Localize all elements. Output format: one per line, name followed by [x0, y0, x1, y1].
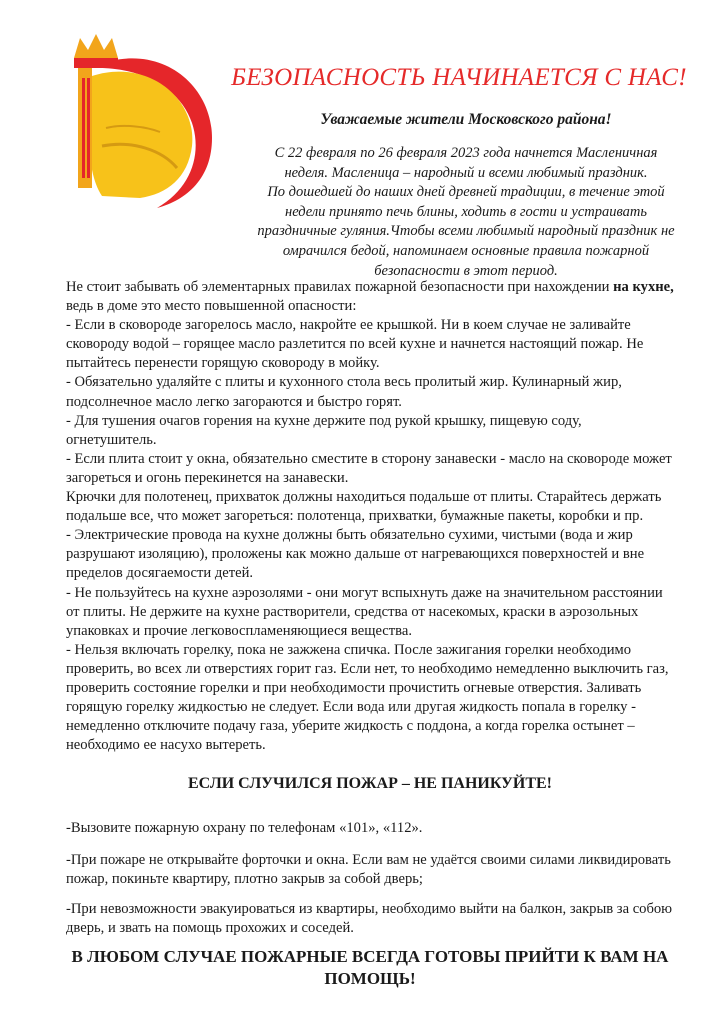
body-line: проверить состояние горелки и при необходимости прочистить огневые отверстия. Заливать [66, 679, 642, 696]
body-line: - Для тушения очагов горения на кухне держите под рукой крышку, пищевую соду, [66, 412, 582, 429]
fire-action-item [66, 900, 696, 938]
firefighter-helmet-icon [62, 28, 222, 218]
intro-line: недели принято печь блины, ходить в гости и устраивать [285, 203, 647, 220]
action-line: -Вызовите пожарную охрану по телефонам «101», «112». [66, 820, 423, 836]
body-line: - Электрические провода на кухне должны быть обязательно сухими, чистыми (вода и жир [66, 527, 633, 544]
footer-line: ПОМОЩЬ! [324, 969, 416, 988]
body-line: пределов досягаемости детей. [66, 565, 254, 582]
intro-paragraph [246, 144, 686, 281]
body-line [66, 278, 696, 297]
greeting: Уважаемые жители Московского района! [320, 111, 612, 128]
body-line-prefix: Не стоит забывать об элементарных правилах пожарной безопасности при нахождении [66, 279, 614, 295]
fire-action-item [66, 819, 696, 838]
action-line: дверь, и звать на помощь прохожих и соседей. [66, 920, 354, 937]
action-line: -При невозможности эвакуироваться из квартиры, необходимо выйти на балкон, закрыв за собою [66, 901, 673, 917]
intro-line: С 22 февраля по 26 февраля 2023 года начнется Масленичная [274, 145, 658, 161]
body-line: горящую горелку жидкостью не следует. Если вода или другая жидкость попала в горелку - [66, 699, 636, 716]
body-line: - Если плита стоит у окна, обязательно сместите в сторону занавески - масло на сковороде может [66, 450, 672, 467]
action-line: пожар, покиньте квартиру, плотно закрыв за собой дверь; [66, 871, 423, 888]
body-line: подсолнечное масло легко загораются и быстро горят. [66, 393, 402, 410]
body-line: загореться и огонь перекинется на занавески. [66, 469, 349, 486]
kitchen-safety-text [66, 278, 696, 755]
body-line: необходимо ее насухо вытереть. [66, 737, 266, 754]
intro-line: неделя. Масленица – народный и всеми любимый праздник. [284, 164, 648, 181]
intro-line: омрачился бедой, напоминаем основные правила пожарной [282, 242, 650, 259]
body-line: проверить, во всех ли отверстиях горит газ. Если нет, то необходимо немедленно выключить газ, [66, 660, 669, 677]
body-line: - Обязательно удаляйте с плиты и кухонного стола весь пролитый жир. Кулинарный жир, [66, 374, 622, 391]
body-line: - Если в сковороде загорелось масло, накройте ее крышкой. Ни в коем случае не заливайте [66, 317, 631, 334]
intro-line: По дошедшей до наших дней древней традиции, в течение этой [267, 184, 665, 201]
fire-action-item [66, 851, 696, 889]
body-line: немедленно отключите подачу газа, уберите жидкость с поддона, а когда горелка остынет – [66, 718, 635, 735]
intro-line: праздничные гуляния.Чтобы всеми любимый народный праздник не [257, 223, 675, 240]
body-line: разрушают изоляцию), проложены как можно дальше от нагревающихся поверхностей и вне [66, 546, 645, 563]
action-line: -При пожаре не открывайте форточки и окна. Если вам не удаётся своими силами ликвидировать [66, 852, 671, 868]
body-line: пытайтесь перенести горящую сковороду в мойку. [66, 355, 380, 372]
body-line: - Не пользуйтесь на кухне аэрозолями - они могут вспыхнуть даже на значительном расстоянии [66, 584, 663, 601]
body-line: сковороду водой – горящее масло разлетится по всей кухне и начнется настоящий пожар. Не [66, 336, 644, 353]
body-line-bold: на кухне, [613, 279, 674, 295]
page-title: БЕЗОПАСНОСТЬ НАЧИНАЕТСЯ С НАС! [231, 64, 687, 91]
fire-section-heading: ЕСЛИ СЛУЧИЛСЯ ПОЖАР – НЕ ПАНИКУЙТЕ! [187, 775, 553, 792]
footer-message [40, 946, 700, 990]
body-line: ведь в доме это место повышенной опасности: [66, 298, 357, 315]
body-line: упаковках и прочие легковоспламеняющиеся вещества. [66, 622, 412, 639]
body-line: подальше все, что может загореться: полотенца, прихватки, бумажные пакеты, коробки и пр. [66, 508, 644, 525]
body-line: Крючки для полотенец, прихваток должны находиться подальше от плиты. Старайтесь держать [66, 489, 662, 506]
body-line: от плиты. Не держите на кухне растворители, средства от насекомых, краски в аэрозольных [66, 603, 639, 620]
intro-line: безопасности в этот период. [374, 262, 558, 279]
body-line: - Нельзя включать горелку, пока не зажжена спичка. После зажигания горелки необходимо [66, 641, 632, 658]
footer-line: В ЛЮБОМ СЛУЧАЕ ПОЖАРНЫЕ ВСЕГДА ГОТОВЫ ПРИЙТИ К ВАМ НА [71, 947, 669, 966]
body-line: огнетушитель. [66, 431, 157, 448]
